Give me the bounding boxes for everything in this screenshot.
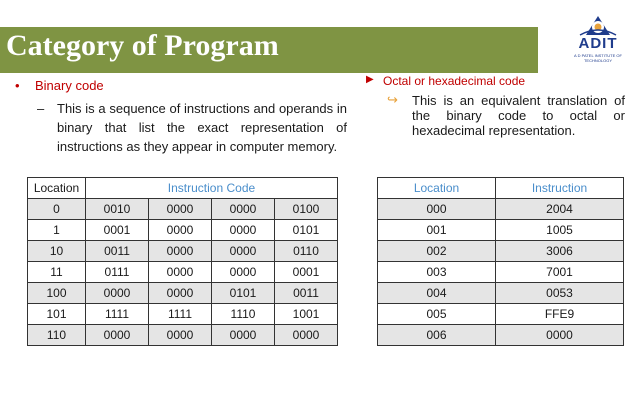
location-cell: 110	[28, 325, 86, 346]
instruction-cell: 0053	[496, 283, 624, 304]
instruction-cell: 1110	[212, 304, 275, 325]
table-row	[28, 199, 338, 220]
location-cell: 1	[28, 220, 86, 241]
instruction-header: Instruction	[496, 178, 624, 199]
instruction-cell: 0111	[86, 262, 149, 283]
location-cell: 004	[378, 283, 496, 304]
octal-hex-description: This is an equivalent translation of the binary code to octal or hexadecimal representation.	[412, 93, 625, 138]
instruction-code-header: Instruction Code	[86, 178, 338, 199]
instruction-cell: 0000	[149, 283, 212, 304]
table-row	[28, 220, 338, 241]
binary-code-description: This is a sequence of instructions and operands in binary that list the exact representation of instructions as they appear in computer memory.	[57, 101, 347, 154]
instruction-cell: 3006	[496, 241, 624, 262]
instruction-cell: 0000	[86, 283, 149, 304]
instruction-cell: 0000	[212, 220, 275, 241]
instruction-cell: 2004	[496, 199, 624, 220]
instruction-cell: 0000	[149, 241, 212, 262]
instruction-cell: 0000	[212, 241, 275, 262]
octal-hex-description-block	[387, 93, 625, 138]
arrow-bullet-icon: ▶	[366, 74, 374, 85]
table-row	[28, 304, 338, 325]
dash-icon: –	[37, 101, 45, 116]
location-cell: 10	[28, 241, 86, 262]
table-row	[378, 262, 624, 283]
adit-logo	[568, 13, 628, 69]
location-cell: 005	[378, 304, 496, 325]
location-cell: 101	[28, 304, 86, 325]
instruction-cell: 0000	[212, 325, 275, 346]
instruction-cell: 1111	[149, 304, 212, 325]
location-cell: 100	[28, 283, 86, 304]
instruction-cell: 0000	[212, 199, 275, 220]
instruction-cell: 0100	[275, 199, 338, 220]
title-bar	[0, 27, 538, 73]
instruction-cell: 1111	[86, 304, 149, 325]
instruction-cell: 0000	[275, 325, 338, 346]
hex-code-table	[377, 177, 624, 346]
hook-arrow-icon: ↪	[387, 92, 398, 107]
instruction-cell: 0011	[86, 241, 149, 262]
instruction-cell: 0110	[275, 241, 338, 262]
table-row	[378, 304, 624, 325]
table-row	[28, 241, 338, 262]
binary-code-heading: Binary code	[35, 78, 104, 93]
location-cell: 002	[378, 241, 496, 262]
instruction-cell: FFE9	[496, 304, 624, 325]
location-cell: 006	[378, 325, 496, 346]
instruction-cell: 0001	[275, 262, 338, 283]
instruction-cell: 7001	[496, 262, 624, 283]
location-header: Location	[28, 178, 86, 199]
table-row	[378, 220, 624, 241]
bullet-dot-icon: •	[15, 78, 20, 93]
instruction-cell: 1005	[496, 220, 624, 241]
table-row	[28, 283, 338, 304]
logo-subtext: A D PATEL INSTITUTE OF TECHNOLOGY	[574, 53, 622, 63]
location-header: Location	[378, 178, 496, 199]
logo-emblem-icon	[568, 13, 628, 37]
instruction-cell: 0011	[275, 283, 338, 304]
instruction-cell: 0000	[149, 325, 212, 346]
location-cell: 003	[378, 262, 496, 283]
instruction-cell: 0000	[212, 262, 275, 283]
instruction-cell: 0101	[275, 220, 338, 241]
instruction-cell: 0101	[212, 283, 275, 304]
instruction-cell: 0000	[149, 199, 212, 220]
instruction-cell: 0000	[149, 220, 212, 241]
binary-code-table	[27, 177, 338, 346]
table-row	[378, 325, 624, 346]
table-row	[378, 199, 624, 220]
location-cell: 11	[28, 262, 86, 283]
table-row	[28, 325, 338, 346]
table-row	[378, 283, 624, 304]
binary-code-description-block	[37, 99, 347, 156]
instruction-cell: 0000	[496, 325, 624, 346]
instruction-cell: 0000	[86, 325, 149, 346]
instruction-cell: 0001	[86, 220, 149, 241]
instruction-cell: 0000	[149, 262, 212, 283]
slide-title: Category of Program	[6, 29, 279, 62]
octal-hex-heading: Octal or hexadecimal code	[383, 74, 526, 88]
location-cell: 000	[378, 199, 496, 220]
table-row	[28, 262, 338, 283]
location-cell: 001	[378, 220, 496, 241]
location-cell: 0	[28, 199, 86, 220]
logo-text: ADIT	[578, 35, 618, 52]
instruction-cell: 0010	[86, 199, 149, 220]
instruction-cell: 1001	[275, 304, 338, 325]
table-row	[378, 241, 624, 262]
